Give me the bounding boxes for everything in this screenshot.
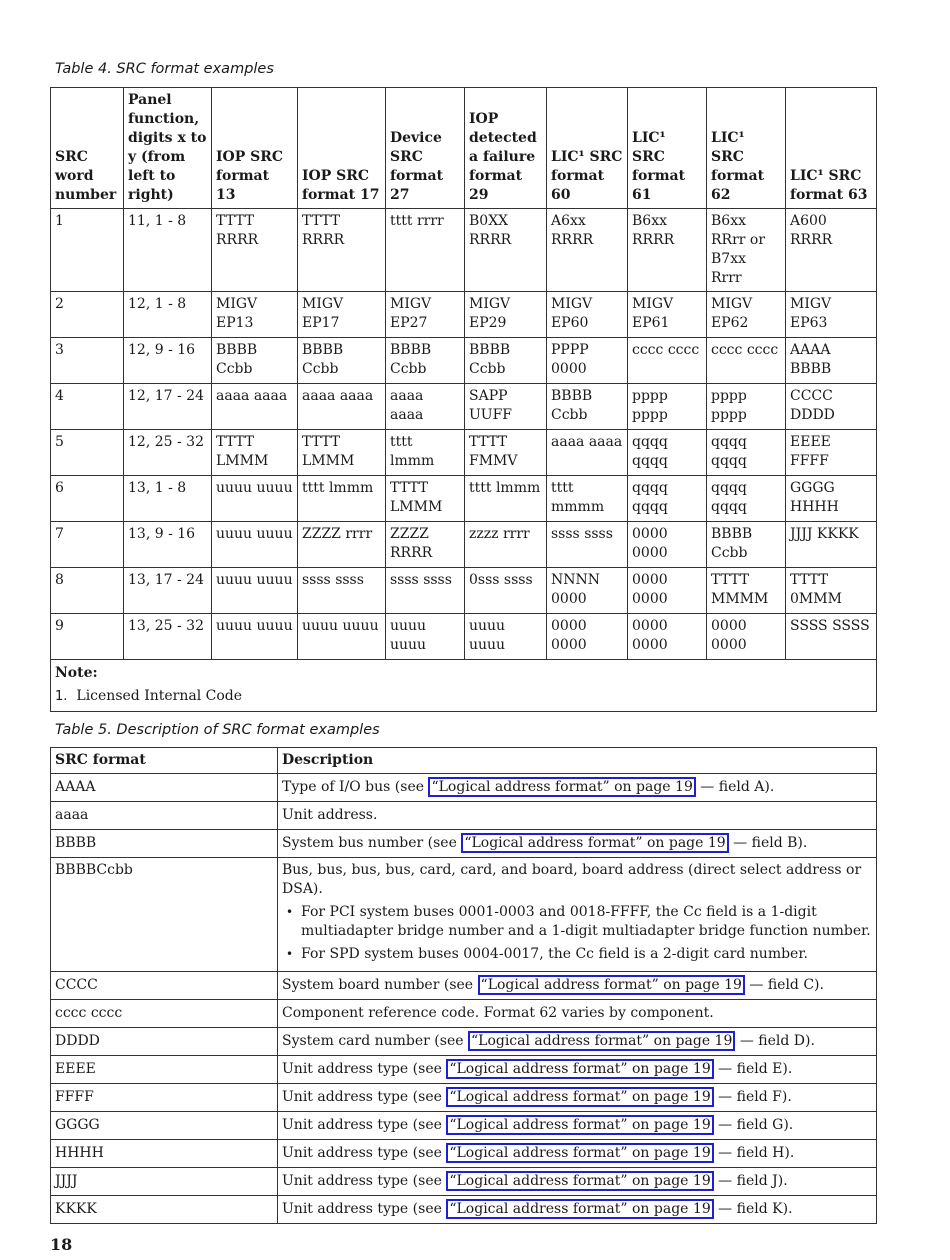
table-cell: 3 [51, 338, 124, 384]
table-cell: BBBB Ccbb [386, 338, 465, 384]
table-cell: zzzz rrrr [465, 522, 547, 568]
table-cell: PPPP 0000 [547, 338, 628, 384]
table4-header-cell: LIC¹ SRC format 62 [707, 88, 786, 209]
description-text: System board number (see [282, 977, 478, 993]
table-row [51, 858, 877, 972]
table-cell: uuuu uuuu [298, 614, 386, 660]
src-format-cell: GGGG [51, 1112, 278, 1140]
description-text: Unit address type (see [282, 1145, 447, 1161]
table-cell: MIGV EP29 [465, 292, 547, 338]
table-cell: B0XX RRRR [465, 209, 547, 292]
table5-caption: Table 5. Description of SRC format examples [55, 722, 380, 738]
table-row [51, 1084, 877, 1112]
table-row [51, 830, 877, 858]
table-cell: MIGV EP27 [386, 292, 465, 338]
table-row [51, 568, 877, 614]
table-cell: NNNN 0000 [547, 568, 628, 614]
table4-note [51, 660, 877, 712]
src-format-examples-table [50, 87, 877, 712]
src-format-cell: EEEE [51, 1056, 278, 1084]
table-cell: BBBB Ccbb [547, 384, 628, 430]
table4-header-cell: IOP SRC format 13 [212, 88, 298, 209]
table-cell: 9 [51, 614, 124, 660]
table-cell: qqqq qqqq [707, 430, 786, 476]
description-cell: Component reference code. Format 62 varies by component. [278, 1000, 877, 1028]
table-cell: ssss ssss [386, 568, 465, 614]
table-cell: 0000 0000 [547, 614, 628, 660]
table-cell: SAPP UUFF [465, 384, 547, 430]
description-text: Type of I/O bus (see [282, 779, 429, 795]
table-cell: 12, 25 - 32 [124, 430, 212, 476]
table-cell: MIGV EP60 [547, 292, 628, 338]
table-cell: TTTT LMMM [298, 430, 386, 476]
table-cell: cccc cccc [707, 338, 786, 384]
logical-address-format-link[interactable]: “Logical address format” on page 19 [468, 1031, 735, 1051]
src-format-cell: KKKK [51, 1196, 278, 1224]
logical-address-format-link[interactable]: “Logical address format” on page 19 [428, 777, 695, 797]
table-cell: MIGV EP17 [298, 292, 386, 338]
table-row [51, 384, 877, 430]
src-format-cell: FFFF [51, 1084, 278, 1112]
src-format-cell: CCCC [51, 972, 278, 1000]
table-cell: 13, 17 - 24 [124, 568, 212, 614]
table-cell: tttt lmmm [465, 476, 547, 522]
header-description: Description [278, 748, 877, 774]
table-row [51, 292, 877, 338]
description-text: — field H). [713, 1145, 795, 1161]
bullet-list [282, 903, 872, 964]
description-text: Unit address type (see [282, 1173, 447, 1189]
description-text: — field E). [713, 1061, 793, 1077]
table-cell: tttt lmmm [386, 430, 465, 476]
description-cell: Unit address. [278, 802, 877, 830]
src-format-cell: AAAA [51, 774, 278, 802]
description-cell [278, 774, 877, 802]
table-cell: 11, 1 - 8 [124, 209, 212, 292]
table-cell: 2 [51, 292, 124, 338]
table-row [51, 522, 877, 568]
logical-address-format-link[interactable]: “Logical address format” on page 19 [446, 1171, 713, 1191]
table-cell: aaaa aaaa [547, 430, 628, 476]
description-cell [278, 972, 877, 1000]
table-cell: aaaa aaaa [298, 384, 386, 430]
description-cell [278, 1168, 877, 1196]
description-text: — field A). [695, 779, 775, 795]
table4-header-cell: LIC¹ SRC format 61 [628, 88, 707, 209]
logical-address-format-link[interactable]: “Logical address format” on page 19 [446, 1199, 713, 1219]
table-cell: 8 [51, 568, 124, 614]
list-item: • For PCI system buses 0001-0003 and 0018-FFFF, the Cc field is a 1-digit multiadapter bridge number and a 1-digit multiadapter bridge function number. [301, 903, 872, 941]
note-text: Licensed Internal Code [76, 688, 243, 704]
table-cell: 4 [51, 384, 124, 430]
table-cell: 13, 25 - 32 [124, 614, 212, 660]
src-format-cell: HHHH [51, 1140, 278, 1168]
description-cell [278, 1084, 877, 1112]
description-text: — field B). [728, 835, 808, 851]
table-cell: aaaa aaaa [386, 384, 465, 430]
table-cell: 0000 0000 [628, 568, 707, 614]
table-cell: BBBB Ccbb [707, 522, 786, 568]
table-cell: TTTT LMMM [386, 476, 465, 522]
table-cell: 7 [51, 522, 124, 568]
table-cell: MIGV EP62 [707, 292, 786, 338]
table-cell: 13, 1 - 8 [124, 476, 212, 522]
description-text: System bus number (see [282, 835, 462, 851]
description-cell [278, 858, 877, 972]
table-cell: 12, 17 - 24 [124, 384, 212, 430]
table-cell: 0000 0000 [707, 614, 786, 660]
table-cell: A6xx RRRR [547, 209, 628, 292]
table-cell: ZZZZ rrrr [298, 522, 386, 568]
description-text: System card number (see [282, 1033, 468, 1049]
table-cell: 5 [51, 430, 124, 476]
table-cell: B6xx RRrr or B7xx Rrrr [707, 209, 786, 292]
table-row [51, 1056, 877, 1084]
description-text: — field F). [713, 1089, 792, 1105]
description-text: — field C). [744, 977, 824, 993]
table-cell: TTTT RRRR [298, 209, 386, 292]
table-row [51, 1140, 877, 1168]
logical-address-format-link[interactable]: “Logical address format” on page 19 [478, 975, 745, 995]
description-text: — field K). [713, 1201, 793, 1217]
table-cell: TTTT RRRR [212, 209, 298, 292]
table-cell: tttt mmmm [547, 476, 628, 522]
table-cell: JJJJ KKKK [786, 522, 877, 568]
table-row [51, 614, 877, 660]
table5-header-row [51, 748, 877, 774]
description-text: Unit address type (see [282, 1201, 447, 1217]
table-row [51, 1112, 877, 1140]
table-cell: MIGV EP61 [628, 292, 707, 338]
description-text: Unit address type (see [282, 1061, 447, 1077]
table-cell: BBBB Ccbb [465, 338, 547, 384]
table-cell: 6 [51, 476, 124, 522]
table-cell: BBBB Ccbb [212, 338, 298, 384]
header-src-format: SRC format [51, 748, 278, 774]
table-cell: pppp pppp [707, 384, 786, 430]
note-title: Note: [55, 665, 98, 681]
table-cell: ZZZZ RRRR [386, 522, 465, 568]
table-cell: tttt lmmm [298, 476, 386, 522]
logical-address-format-link[interactable]: “Logical address format” on page 19 [446, 1143, 713, 1163]
table-cell: tttt rrrr [386, 209, 465, 292]
table-cell: MIGV EP13 [212, 292, 298, 338]
table-cell: ssss ssss [547, 522, 628, 568]
table-cell: 12, 9 - 16 [124, 338, 212, 384]
page-number: 18 [50, 1235, 73, 1254]
description-cell [278, 1112, 877, 1140]
table-cell: uuuu uuuu [212, 476, 298, 522]
table-row [51, 802, 877, 830]
description-cell [278, 1056, 877, 1084]
table-cell: GGGG HHHH [786, 476, 877, 522]
table-cell: 12, 1 - 8 [124, 292, 212, 338]
table-cell: cccc cccc [628, 338, 707, 384]
table-cell: 0000 0000 [628, 614, 707, 660]
table-cell: ssss ssss [298, 568, 386, 614]
table-row [51, 774, 877, 802]
table-cell: 1 [51, 209, 124, 292]
table-row [51, 1196, 877, 1224]
table-row [51, 430, 877, 476]
table4-header-row [51, 88, 877, 209]
table-cell: CCCC DDDD [786, 384, 877, 430]
table-row [51, 338, 877, 384]
table-cell: 0000 0000 [628, 522, 707, 568]
src-format-cell: BBBBCcbb [51, 858, 278, 972]
table-row [51, 209, 877, 292]
description-text: — field G). [713, 1117, 794, 1133]
src-format-cell: BBBB [51, 830, 278, 858]
table-row [51, 476, 877, 522]
description-cell [278, 830, 877, 858]
description-cell [278, 1196, 877, 1224]
src-format-cell: aaaa [51, 802, 278, 830]
src-format-cell: DDDD [51, 1028, 278, 1056]
src-format-cell: JJJJ [51, 1168, 278, 1196]
description-cell [278, 1140, 877, 1168]
table4-header-cell: IOP detected a failure format 29 [465, 88, 547, 209]
table4-header-cell: Device SRC format 27 [386, 88, 465, 209]
table4-header-cell: SRC word number [51, 88, 124, 209]
table-row [51, 1168, 877, 1196]
table-row [51, 972, 877, 1000]
table-cell: AAAA BBBB [786, 338, 877, 384]
table-cell: 0sss ssss [465, 568, 547, 614]
table-cell: TTTT 0MMM [786, 568, 877, 614]
table4-header-cell: LIC¹ SRC format 63 [786, 88, 877, 209]
description-cell [278, 1028, 877, 1056]
table-cell: uuuu uuuu [212, 614, 298, 660]
description-text: — field D). [735, 1033, 815, 1049]
description-text: Unit address type (see [282, 1117, 447, 1133]
description-text: — field J). [713, 1173, 788, 1189]
table-cell: uuuu uuuu [465, 614, 547, 660]
list-item: • For SPD system buses 0004-0017, the Cc field is a 2-digit card number. [301, 945, 872, 964]
logical-address-format-link[interactable]: “Logical address format” on page 19 [446, 1059, 713, 1079]
table-row [51, 1028, 877, 1056]
table4-header-cell: LIC¹ SRC format 60 [547, 88, 628, 209]
table-cell: aaaa aaaa [212, 384, 298, 430]
table-cell: TTTT FMMV [465, 430, 547, 476]
table-cell: pppp pppp [628, 384, 707, 430]
table-cell: uuuu uuuu [212, 568, 298, 614]
table4-caption: Table 4. SRC format examples [55, 61, 274, 77]
table-cell: uuuu uuuu [386, 614, 465, 660]
note-number: 1. [55, 689, 68, 704]
description-text: Bus, bus, bus, bus, card, card, and board, board address (direct select address or DSA). [282, 862, 862, 897]
table4-header-cell: IOP SRC format 17 [298, 88, 386, 209]
table-cell: TTTT LMMM [212, 430, 298, 476]
table-cell: TTTT MMMM [707, 568, 786, 614]
table-cell: qqqq qqqq [628, 476, 707, 522]
src-format-description-table [50, 747, 877, 1224]
table-row [51, 1000, 877, 1028]
table-cell: qqqq qqqq [707, 476, 786, 522]
note-item [55, 687, 872, 706]
table-cell: MIGV EP63 [786, 292, 877, 338]
src-format-cell: cccc cccc [51, 1000, 278, 1028]
table-cell: 13, 9 - 16 [124, 522, 212, 568]
table-cell: A600 RRRR [786, 209, 877, 292]
logical-address-format-link[interactable]: “Logical address format” on page 19 [461, 833, 728, 853]
logical-address-format-link[interactable]: “Logical address format” on page 19 [446, 1115, 713, 1135]
table-cell: B6xx RRRR [628, 209, 707, 292]
table-cell: EEEE FFFF [786, 430, 877, 476]
table4-header-cell: Panel function, digits x to y (from left to right) [124, 88, 212, 209]
logical-address-format-link[interactable]: “Logical address format” on page 19 [446, 1087, 713, 1107]
table-cell: SSSS SSSS [786, 614, 877, 660]
description-text: Unit address type (see [282, 1089, 447, 1105]
table-cell: uuuu uuuu [212, 522, 298, 568]
table4-note-row [51, 660, 877, 712]
table-cell: BBBB Ccbb [298, 338, 386, 384]
table-cell: qqqq qqqq [628, 430, 707, 476]
